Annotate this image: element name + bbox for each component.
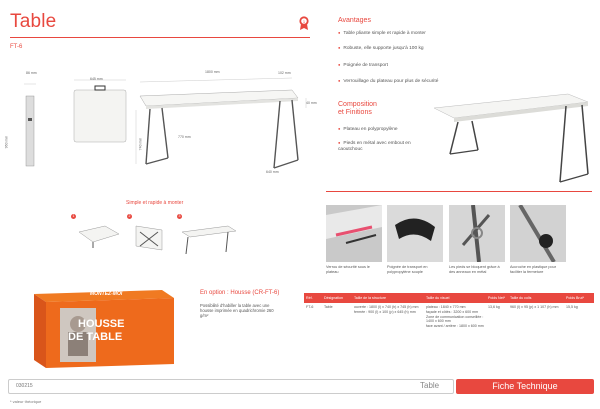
dim-label: 40 mm — [306, 101, 317, 105]
cover-text: HOUSSE — [78, 318, 125, 330]
step-3-illustration — [180, 222, 238, 256]
col-header: Désignation — [322, 293, 352, 303]
cover-logo: MONTEZ-MOI — [90, 291, 123, 297]
detail-caption: Accroche en plastique pour faciliter la fermeture — [510, 265, 557, 274]
product-ref: FT-6 — [10, 44, 23, 50]
cell-gross-weight: 15,5 kg — [566, 305, 578, 309]
option-title: En option : Housse (CR-FT-6) — [200, 290, 280, 296]
award-icon — [299, 15, 309, 31]
cell-ref: FT-6 — [306, 305, 314, 309]
table-row — [304, 303, 594, 331]
option-text: Possibilité d'habiller la table avec une housse imprimée en quadrichromie 260 g/m² — [200, 303, 274, 318]
advantage-item: ● Robuste, elle supporte jusqu'à 100 kg — [338, 45, 424, 52]
composition-title: Composition — [338, 101, 377, 108]
footer-bar — [8, 379, 454, 394]
composition-item: ● Pieds en métal avec embout en caoutchouc — [338, 140, 428, 153]
detail-photo-lock — [326, 205, 382, 262]
dim-label: 1800 mm — [205, 70, 220, 74]
advantages-title: Avantages — [338, 17, 371, 24]
cover-text: DE TABLE — [68, 331, 123, 343]
visual-line: face avant / arrière : 1800 x 600 mm — [426, 324, 484, 329]
structure-line: fermée : 900 (l) x 100 (p) x 645 (h) mm — [354, 309, 416, 314]
advantage-item: ● Verrouillage du plateau pour plus de sécurité — [338, 78, 438, 85]
svg-text:1: 1 — [302, 19, 306, 24]
cell-visual — [424, 303, 486, 331]
steps-label: Simple et rapide à monter — [126, 200, 184, 206]
composition-title: et Finitions — [338, 109, 372, 116]
step-number: 1 — [72, 214, 75, 218]
detail-caption: Poignée de transport en polypropylène souple — [387, 265, 428, 274]
visual-line: Zone de communication conseillée : 1400 x 600 mm — [426, 314, 484, 324]
footer-product: Table — [420, 381, 440, 390]
visual-line: façade et côtés : 3200 x 600 mm — [426, 309, 479, 314]
col-header: Taille de la structure — [352, 293, 424, 303]
composition-item: ● Plateau en polypropylène — [338, 126, 398, 133]
detail-photo-handle — [387, 205, 443, 262]
dim-label: 645 mm — [90, 77, 103, 81]
footer-code: 030215 — [16, 383, 33, 389]
step-number: 3 — [178, 214, 181, 218]
technical-drawings — [12, 68, 317, 178]
detail-photo-clip — [510, 205, 566, 262]
detail-caption: Les pieds se bloquent grâce à des anneaux en métal — [449, 265, 500, 274]
cell-package: 960 (l) x 95 (p) x 1 107 (h) mm — [510, 305, 559, 309]
dim-label: 740 mm — [138, 137, 143, 151]
footer-doc-type: Fiche Technique — [456, 379, 594, 394]
step-number: 2 — [128, 214, 131, 218]
dim-label: 770 mm — [178, 135, 191, 139]
dim-label: 86 mm — [26, 71, 37, 75]
structure-line: ouverte : 1800 (l) x 740 (h) x 745 (h) mm — [354, 305, 419, 309]
footer-note: * valeur théorique — [10, 399, 42, 404]
dim-label: 960 mm — [4, 135, 9, 149]
product-photo — [428, 84, 592, 188]
detail-caption: Verrou de sécurité sous le plateau — [326, 265, 370, 274]
spec-table — [304, 293, 594, 331]
dim-label: 102 mm — [278, 71, 291, 75]
cell-structure — [352, 303, 424, 331]
cell-net-weight: 13,6 kg — [488, 305, 500, 309]
header-rule — [10, 37, 310, 38]
step-2-illustration — [130, 222, 170, 254]
col-header: Taille du visuel — [424, 293, 486, 303]
col-header: Réf. — [304, 293, 322, 303]
page-title: Table — [10, 11, 57, 32]
col-header: Poids Brut* — [564, 293, 594, 303]
col-header: Poids Net* — [486, 293, 508, 303]
advantage-item: ● Poignée de transport — [338, 62, 388, 69]
step-1-illustration — [75, 222, 123, 252]
visual-line: plateau : 1840 x 770 mm — [426, 305, 466, 309]
detail-photo-legs — [449, 205, 505, 262]
col-header: Taille du colis — [508, 293, 564, 303]
dim-label: 640 mm — [266, 170, 279, 174]
cell-designation: Table — [324, 305, 333, 309]
advantage-item: ● Table pliante simple et rapide à monter — [338, 30, 426, 37]
